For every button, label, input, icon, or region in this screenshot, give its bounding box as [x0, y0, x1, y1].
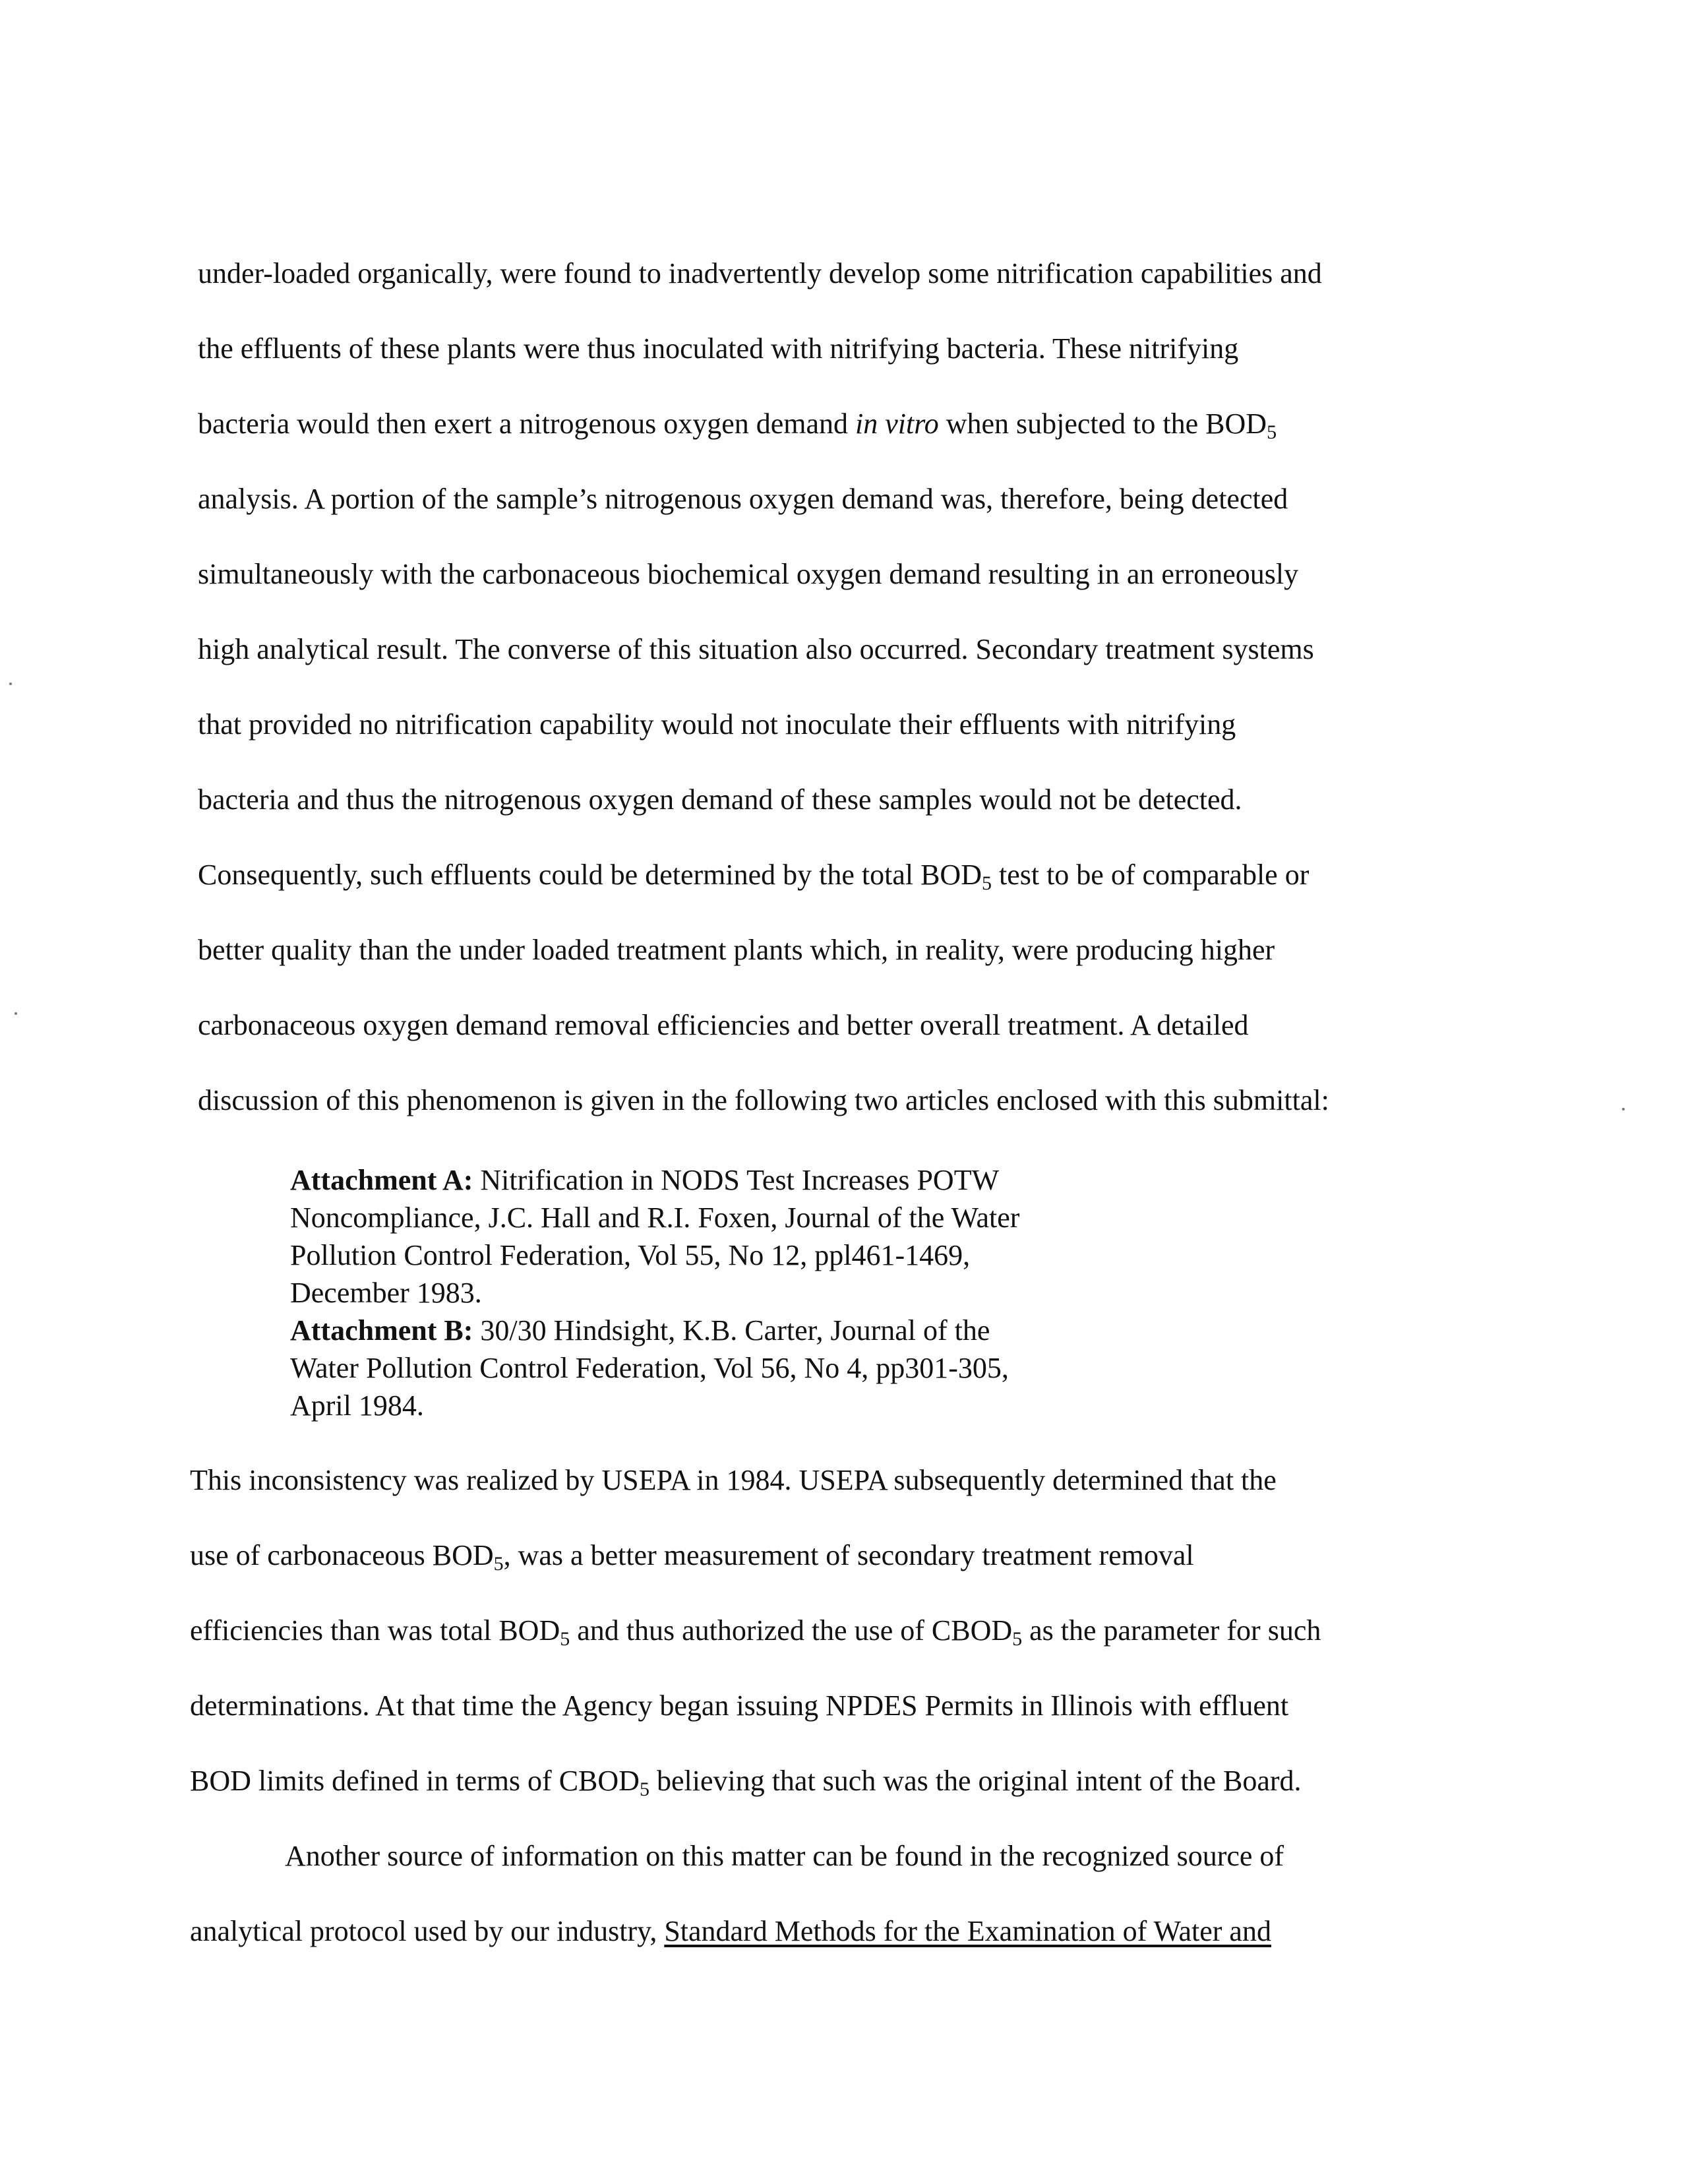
text-line: [198, 407, 1277, 441]
text-line: Another source of information on this matter can be found in the recognized source of: [285, 1840, 1284, 1872]
scan-speck: [15, 1012, 17, 1015]
scan-speck: [1622, 1108, 1625, 1110]
text-line: determinations. At that time the Agency began issuing NPDES Permits in Illinois with effluent: [190, 1689, 1289, 1722]
attachment-b: [290, 1314, 990, 1348]
text-segment: Nitrification in NODS Test Increases POTW: [473, 1164, 1000, 1196]
attachment-a: [290, 1163, 999, 1198]
text-line: carbonaceous oxygen demand removal efficiencies and better overall treatment. A detailed: [198, 1009, 1249, 1041]
text-line: simultaneously with the carbonaceous biochemical oxygen demand resulting in an erroneously: [198, 558, 1299, 590]
text-line: This inconsistency was realized by USEPA in 1984. USEPA subsequently determined that the: [190, 1464, 1277, 1496]
subscript: 5: [493, 1553, 504, 1575]
text-line: Water Pollution Control Federation, Vol 56, No 4, pp301-305,: [290, 1352, 1009, 1384]
subscript: 5: [639, 1778, 649, 1800]
text-line: bacteria and thus the nitrogenous oxygen demand of these samples would not be detected.: [198, 783, 1242, 816]
text-segment: Consequently, such effluents could be determined by the total BOD: [198, 859, 982, 891]
text-segment: bacteria would then exert a nitrogenous oxygen demand: [198, 408, 856, 440]
text-segment: as the parameter for such: [1022, 1614, 1321, 1647]
text-line: better quality than the under loaded treatment plants which, in reality, were producing higher: [198, 934, 1275, 966]
subscript: 5: [1267, 421, 1277, 443]
text-segment: test to be of comparable or: [991, 859, 1310, 891]
subscript: 5: [560, 1628, 570, 1650]
text-line: Noncompliance, J.C. Hall and R.I. Foxen, Journal of the Water: [290, 1201, 1020, 1234]
scan-speck: [9, 682, 12, 685]
attachment-a-label: Attachment A:: [290, 1164, 473, 1196]
text-line: [190, 1538, 1194, 1573]
subscript: 5: [1012, 1628, 1023, 1650]
text-line: discussion of this phenomenon is given in the following two articles enclosed with this submittal:: [198, 1084, 1329, 1116]
subscript: 5: [981, 872, 992, 894]
text-line: the effluents of these plants were thus inoculated with nitrifying bacteria. These nitrifying: [198, 332, 1239, 365]
text-line: [190, 1764, 1302, 1798]
text-segment: believing that such was the original intent of the Board.: [649, 1765, 1302, 1797]
text-line: [190, 1914, 1271, 1949]
text-segment: use of carbonaceous BOD: [190, 1539, 494, 1571]
text-line: Pollution Control Federation, Vol 55, No 12, ppl461-1469,: [290, 1239, 971, 1271]
text-line: analysis. A portion of the sample’s nitrogenous oxygen demand was, therefore, being detected: [198, 483, 1288, 515]
text-segment: , was a better measurement of secondary treatment removal: [503, 1539, 1194, 1571]
text-segment: efficiencies than was total BOD: [190, 1614, 560, 1647]
text-segment: BOD limits defined in terms of CBOD: [190, 1765, 640, 1797]
text-segment: and thus authorized the use of CBOD: [570, 1614, 1013, 1647]
text-line: that provided no nitrification capability would not inoculate their effluents with nitrifying: [198, 708, 1236, 741]
text-line: April 1984.: [290, 1389, 424, 1422]
text-line: [198, 858, 1309, 892]
text-line: December 1983.: [290, 1277, 482, 1309]
text-line: high analytical result. The converse of this situation also occurred. Secondary treatment systems: [198, 633, 1314, 665]
text-line: [190, 1614, 1321, 1648]
attachment-b-label: Attachment B:: [290, 1314, 473, 1347]
underlined-title: Standard Methods for the Examination of Water and: [664, 1915, 1271, 1947]
italic-term: in vitro: [855, 408, 939, 440]
text-segment: when subjected to the BOD: [938, 408, 1267, 440]
text-segment: 30/30 Hindsight, K.B. Carter, Journal of the: [473, 1314, 990, 1347]
text-segment: analytical protocol used by our industry,: [190, 1915, 665, 1947]
text-line: under-loaded organically, were found to inadvertently develop some nitrification capabilities and: [198, 257, 1322, 289]
